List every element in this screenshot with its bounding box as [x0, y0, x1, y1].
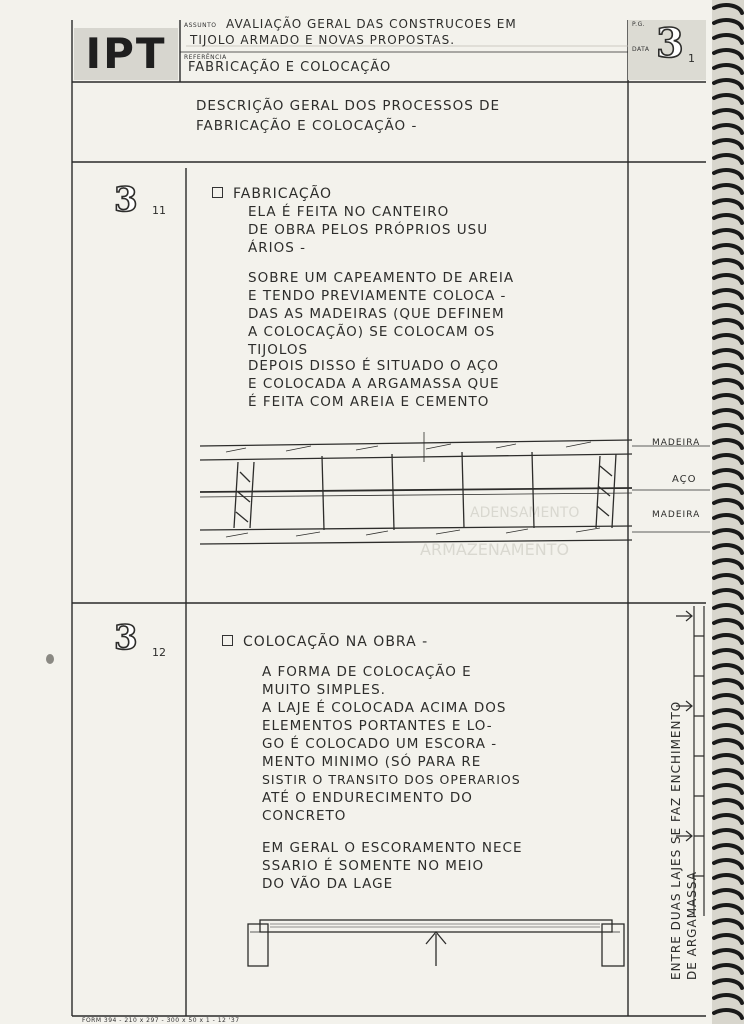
section-312-para1-line: MENTO MINIMO (SÓ PARA RE: [262, 754, 482, 770]
section-312-para2-line: DO VÃO DA LAGE: [262, 876, 394, 892]
section-311-title-text: FABRICAÇÃO: [233, 186, 333, 202]
section-312-title-text: COLOCAÇÃO NA OBRA -: [243, 634, 429, 650]
intro-line-2: FABRICAÇÃO E COLOCAÇÃO -: [196, 118, 418, 134]
assunto-label: ASSUNTO: [184, 22, 217, 29]
checkbox-icon: [222, 635, 233, 646]
section-311-para1-line: ELA É FEITA NO CANTEIRO: [248, 204, 450, 220]
section-311-para2-line: É FEITA COM AREIA E CEMENTO: [248, 394, 490, 410]
section-312-para1-line: MUITO SIMPLES.: [262, 682, 386, 698]
section-311-para2-line: DAS AS MADEIRAS (QUE DEFINEM: [248, 306, 505, 322]
pg-label: P.G.: [632, 21, 646, 28]
data-label: DATA: [632, 46, 650, 53]
section-312-para2-line: EM GERAL O ESCORAMENTO NECE: [262, 840, 523, 856]
show-through-text: ARMAZENAMENTO: [420, 540, 570, 559]
section-311-para2-line: DEPOIS DISSO É SITUADO O AÇO: [248, 358, 499, 374]
referencia-value: FABRICAÇÃO E COLOCAÇÃO: [188, 60, 392, 75]
placement-sketch: [240, 910, 632, 970]
checkbox-icon: [212, 187, 223, 198]
section-311-para2-line: E TENDO PREVIAMENTE COLOCA -: [248, 288, 507, 304]
side-note-line-2: DE ARGAMASSA: [685, 871, 699, 980]
section-312-para1-line: A LAJE É COLOCADA ACIMA DOS: [262, 700, 507, 716]
page-number: 3: [656, 20, 684, 67]
section-312-para1-line: SISTIR O TRANSITO DOS OPERARIOS: [262, 772, 521, 787]
section-311-number: 3: [114, 180, 138, 220]
assunto-line-1: AVALIAÇÃO GERAL DAS CONSTRUCOES EM: [226, 17, 517, 31]
section-312-title: [222, 634, 428, 650]
label-aco: AÇO: [672, 474, 697, 485]
section-312-sub: 12: [152, 646, 166, 659]
assunto-line-2: TIJOLO ARMADO E NOVAS PROPOSTAS.: [190, 33, 456, 47]
form-footer: FORM 394 - 210 x 297 - 300 x 50 x 1 - 12 '37: [82, 1017, 240, 1024]
label-madeira-bottom: MADEIRA: [652, 510, 701, 520]
section-311-para2-line: A COLOCAÇÃO) SE COLOCAM OS: [248, 324, 496, 340]
referencia-label: REFERÊNCIA: [184, 54, 227, 61]
section-311-sub: 11: [152, 204, 166, 217]
spiral-binding: [712, 0, 744, 1024]
section-312-para1-line: ELEMENTOS PORTANTES E LO-: [262, 718, 493, 734]
section-312-para1-line: CONCRETO: [262, 808, 347, 824]
section-311-para1-line: ÁRIOS -: [248, 240, 306, 256]
section-311-para1-line: DE OBRA PELOS PRÓPRIOS USU: [248, 222, 489, 238]
section-311-para2-line: SOBRE UM CAPEAMENTO DE AREIA: [248, 270, 515, 286]
fabrication-sketch: [196, 432, 712, 562]
binding-hole: [46, 654, 54, 664]
section-311-para2-line: E COLOCADA A ARGAMASSA QUE: [248, 376, 500, 392]
section-312-para1-line: A FORMA DE COLOCAÇÃO E: [262, 664, 472, 680]
section-311-para2-line: TIJOLOS: [248, 342, 309, 358]
show-through-text: ADENSAMENTO: [470, 505, 580, 521]
side-note: [668, 701, 700, 980]
label-madeira-top: MADEIRA: [652, 438, 701, 448]
section-312-para2-line: SSARIO É SOMENTE NO MEIO: [262, 858, 485, 874]
intro-line-1: DESCRIÇÃO GERAL DOS PROCESSOS DE: [196, 98, 501, 114]
section-311-title: [212, 186, 332, 202]
ipt-logo: IPT: [74, 28, 178, 80]
side-note-line-1: ENTRE DUAS LAJES SE FAZ ENCHIMENTO: [669, 700, 683, 980]
section-312-para1-line: GO É COLOCADO UM ESCORA -: [262, 736, 498, 752]
page-number-sub: 1: [688, 52, 695, 65]
section-312-para1-line: ATÉ O ENDURECIMENTO DO: [262, 790, 473, 806]
section-312-number: 3: [114, 618, 138, 658]
